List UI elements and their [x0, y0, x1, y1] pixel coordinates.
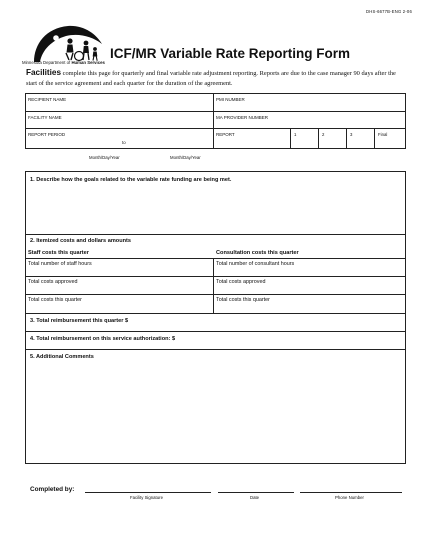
report-period-to: to [122, 140, 126, 145]
phone-number-caption: Phone Number [335, 495, 364, 500]
date-caption: Date [250, 495, 260, 500]
facility-signature-line[interactable] [85, 492, 211, 493]
section-5-additional-comments[interactable]: 5. Additional Comments [30, 354, 94, 360]
staff-costs-heading: Staff costs this quarter [28, 250, 89, 256]
ma-provider-number-field[interactable]: MA PROVIDER NUMBER [216, 115, 269, 120]
report-period-field[interactable]: REPORT PERIOD [28, 132, 66, 137]
date-hint-to: Month/Day/Year [170, 155, 201, 160]
consultation-costs-approved-field[interactable]: Total costs approved [216, 279, 266, 285]
logo-caption: Minnesota Department of Human Services [22, 60, 105, 65]
staff-hours-field[interactable]: Total number of staff hours [28, 261, 92, 267]
report-option-2[interactable]: 2 [322, 132, 325, 137]
form-title: ICF/MR Variable Rate Reporting Form [110, 46, 351, 61]
report-option-final[interactable]: Final [378, 132, 388, 137]
section-3-reimbursement-quarter[interactable]: 3. Total reimbursement this quarter $ [30, 318, 129, 324]
consultation-costs-quarter-field[interactable]: Total costs this quarter [216, 297, 270, 303]
report-option-1[interactable]: 1 [294, 132, 297, 137]
completed-by-label: Completed by: [30, 486, 75, 493]
date-hint-from: Month/Day/Year [89, 155, 120, 160]
section-1-heading: 1. Describe how the goals related to the variable rate funding are being met. [30, 177, 232, 183]
staff-costs-approved-field[interactable]: Total costs approved [28, 279, 78, 285]
section-2-heading: 2. Itemized costs and dollars amounts [30, 238, 132, 244]
date-line[interactable] [218, 492, 294, 493]
phone-number-line[interactable] [300, 492, 402, 493]
consultation-costs-heading: Consultation costs this quarter [216, 250, 299, 256]
recipient-name-field[interactable]: RECIPIENT NAME [28, 97, 67, 102]
intro-paragraph [26, 68, 408, 88]
section-4-reimbursement-authorization[interactable]: 4. Total reimbursement on this service authorization: $ [30, 336, 176, 342]
report-type-label: REPORT [216, 132, 235, 137]
report-option-3[interactable]: 3 [350, 132, 353, 137]
intro-text: complete this page for quarterly and final variable rate adjustment reporting. Reports are due to the case manager 90 days after the start of the service agreement and each quarter for the duration of the agreement. [26, 70, 396, 87]
facility-name-field[interactable]: FACILITY NAME [28, 115, 62, 120]
facility-signature-caption: Facility Signature [130, 495, 163, 500]
form-id: DHS-6677B-ENG 2-06 [366, 9, 412, 14]
pmi-number-field[interactable]: PMI NUMBER [216, 97, 245, 102]
intro-lead: Facilities [26, 68, 62, 77]
staff-costs-quarter-field[interactable]: Total costs this quarter [28, 297, 82, 303]
consultant-hours-field[interactable]: Total number of consultant hours [216, 261, 295, 267]
